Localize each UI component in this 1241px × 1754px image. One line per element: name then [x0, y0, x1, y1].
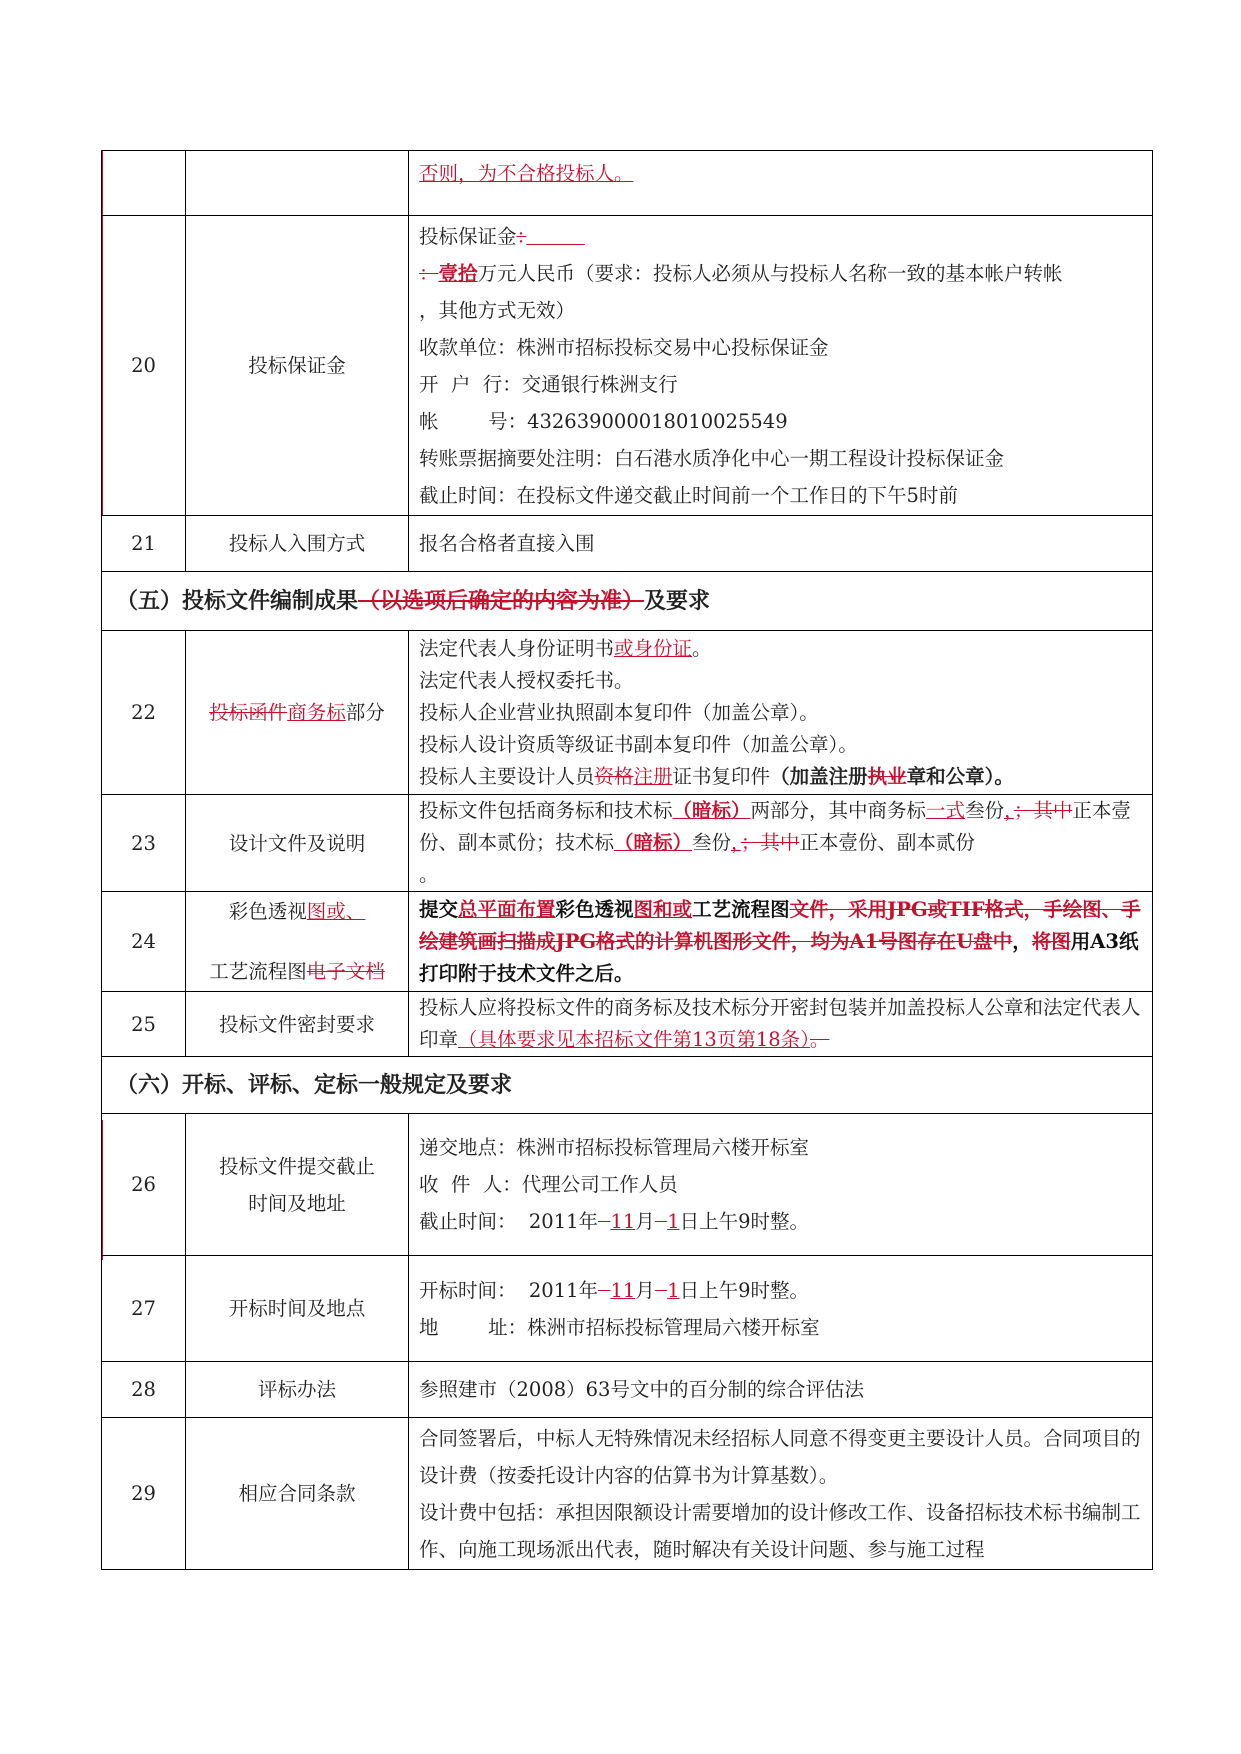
item-content: 开标时间： 2011年 11月 1日上午9时整。 地 址：株洲市招标投标管理局六楼开标室	[409, 1256, 1153, 1362]
section-heading: （五）投标文件编制成果（以选项后确定的内容为准）及要求	[102, 572, 1153, 631]
item-content: 投标保证金： ：壹拾万元人民币（要求：投标人必须从与投标人名称一致的基本帐户转帐 ，其他方式无效） 收款单位：株洲市招标投标交易中心投标保证金 开 户 行：交通银行株洲支行 帐 号：432639000018010025549 转账票据摘要处注明：白石港水质净化中心一期工程设计投标保证金 截止时间：在投标文件递交截止时间前一个工作日的下午5时前	[409, 216, 1153, 516]
table-row	[102, 216, 1153, 516]
item-content: 合同签署后，中标人无特殊情况未经招标人同意不得变更主要设计人员。合同项目的设计费（按委托设计内容的估算书为计算基数）。 设计费中包括：承担因限额设计需要增加的设计修改工作、设备招标技术标书编制工作、向施工现场派出代表，随时解决有关设计问题、参与施工过程	[409, 1418, 1153, 1570]
table-row: 28 评标办法 参照建市（2008）63号文中的百分制的综合评估法	[102, 1362, 1153, 1418]
item-name: 投标保证金	[186, 216, 409, 516]
row-number: 20	[102, 216, 186, 516]
item-content: 法定代表人身份证明书或身份证。 法定代表人授权委托书。 投标人企业营业执照副本复印件（加盖公章）。 投标人设计资质等级证书副本复印件（加盖公章）。 投标人主要设计人员资格注册证书复印件（加盖注册执业章和公章）。	[409, 631, 1153, 795]
item-name: 彩色透视图或、 工艺流程图电子文档	[186, 892, 409, 992]
table-row: 21 投标人入围方式 报名合格者直接入围	[102, 516, 1153, 572]
item-content: 投标人应将投标文件的商务标及技术标分开密封包装并加盖投标人公章和法定代表人印章（具体要求见本招标文件第13页第18条）。	[409, 992, 1153, 1057]
table-row: 24 彩色透视图或、 工艺流程图电子文档 提交总平面布置彩色透视图和或工艺流程图文件，采用JPG或TIF格式，手绘图、手绘建筑画扫描成JPG格式的计算机图形文件，均为A1号图存在U盘中，将图用A3纸打印附于技术文件之后。	[102, 892, 1153, 992]
revised-text: 否则，为不合格投标人。	[419, 162, 634, 185]
table-row: 22 投标函件商务标部分 法定代表人身份证明书或身份证。 法定代表人授权委托书。 投标人企业营业执照副本复印件（加盖公章）。 投标人设计资质等级证书副本复印件（加盖公章）。 投标人主要设计人员资格注册证书复印件（加盖注册执业章和公章）。	[102, 631, 1153, 795]
item-content: 投标文件包括商务标和技术标（暗标）两部分，其中商务标一式叁份，；其中正本壹份、副本贰份；技术标（暗标）叁份，；其中正本壹份、副本贰份 。	[409, 795, 1153, 892]
table-row: 26 投标文件提交截止 时间及地址 递交地点：株洲市招标投标管理局六楼开标室 收 件 人：代理公司工作人员 截止时间： 2011年 11月 1日上午9时整。	[102, 1114, 1153, 1256]
item-content: 递交地点：株洲市招标投标管理局六楼开标室 收 件 人：代理公司工作人员 截止时间： 2011年 11月 1日上午9时整。	[409, 1114, 1153, 1256]
table-row: 23 设计文件及说明 投标文件包括商务标和技术标（暗标）两部分，其中商务标一式叁份，；其中正本壹份、副本贰份；技术标（暗标）叁份，；其中正本壹份、副本贰份 。	[102, 795, 1153, 892]
section-heading: （六）开标、评标、定标一般规定及要求	[102, 1057, 1153, 1114]
item-name: 投标文件提交截止 时间及地址	[186, 1114, 409, 1256]
table-row: 27 开标时间及地点 开标时间： 2011年 11月 1日上午9时整。 地 址：株洲市招标投标管理局六楼开标室	[102, 1256, 1153, 1362]
tender-table	[101, 150, 1153, 1570]
table-row: 29 相应合同条款 合同签署后，中标人无特殊情况未经招标人同意不得变更主要设计人员。合同项目的设计费（按委托设计内容的估算书为计算基数）。 设计费中包括：承担因限额设计需要增加的设计修改工作、设备招标技术标书编制工作、向施工现场派出代表，随时解决有关设计问题、参与施工过程	[102, 1418, 1153, 1570]
table-row	[102, 151, 1153, 216]
table-row: 25 投标文件密封要求 投标人应将投标文件的商务标及技术标分开密封包装并加盖投标人公章和法定代表人印章（具体要求见本招标文件第13页第18条）。	[102, 992, 1153, 1057]
item-content: 提交总平面布置彩色透视图和或工艺流程图文件，采用JPG或TIF格式，手绘图、手绘建筑画扫描成JPG格式的计算机图形文件，均为A1号图存在U盘中，将图用A3纸打印附于技术文件之后。	[409, 892, 1153, 992]
item-name: 投标函件商务标部分	[186, 631, 409, 795]
